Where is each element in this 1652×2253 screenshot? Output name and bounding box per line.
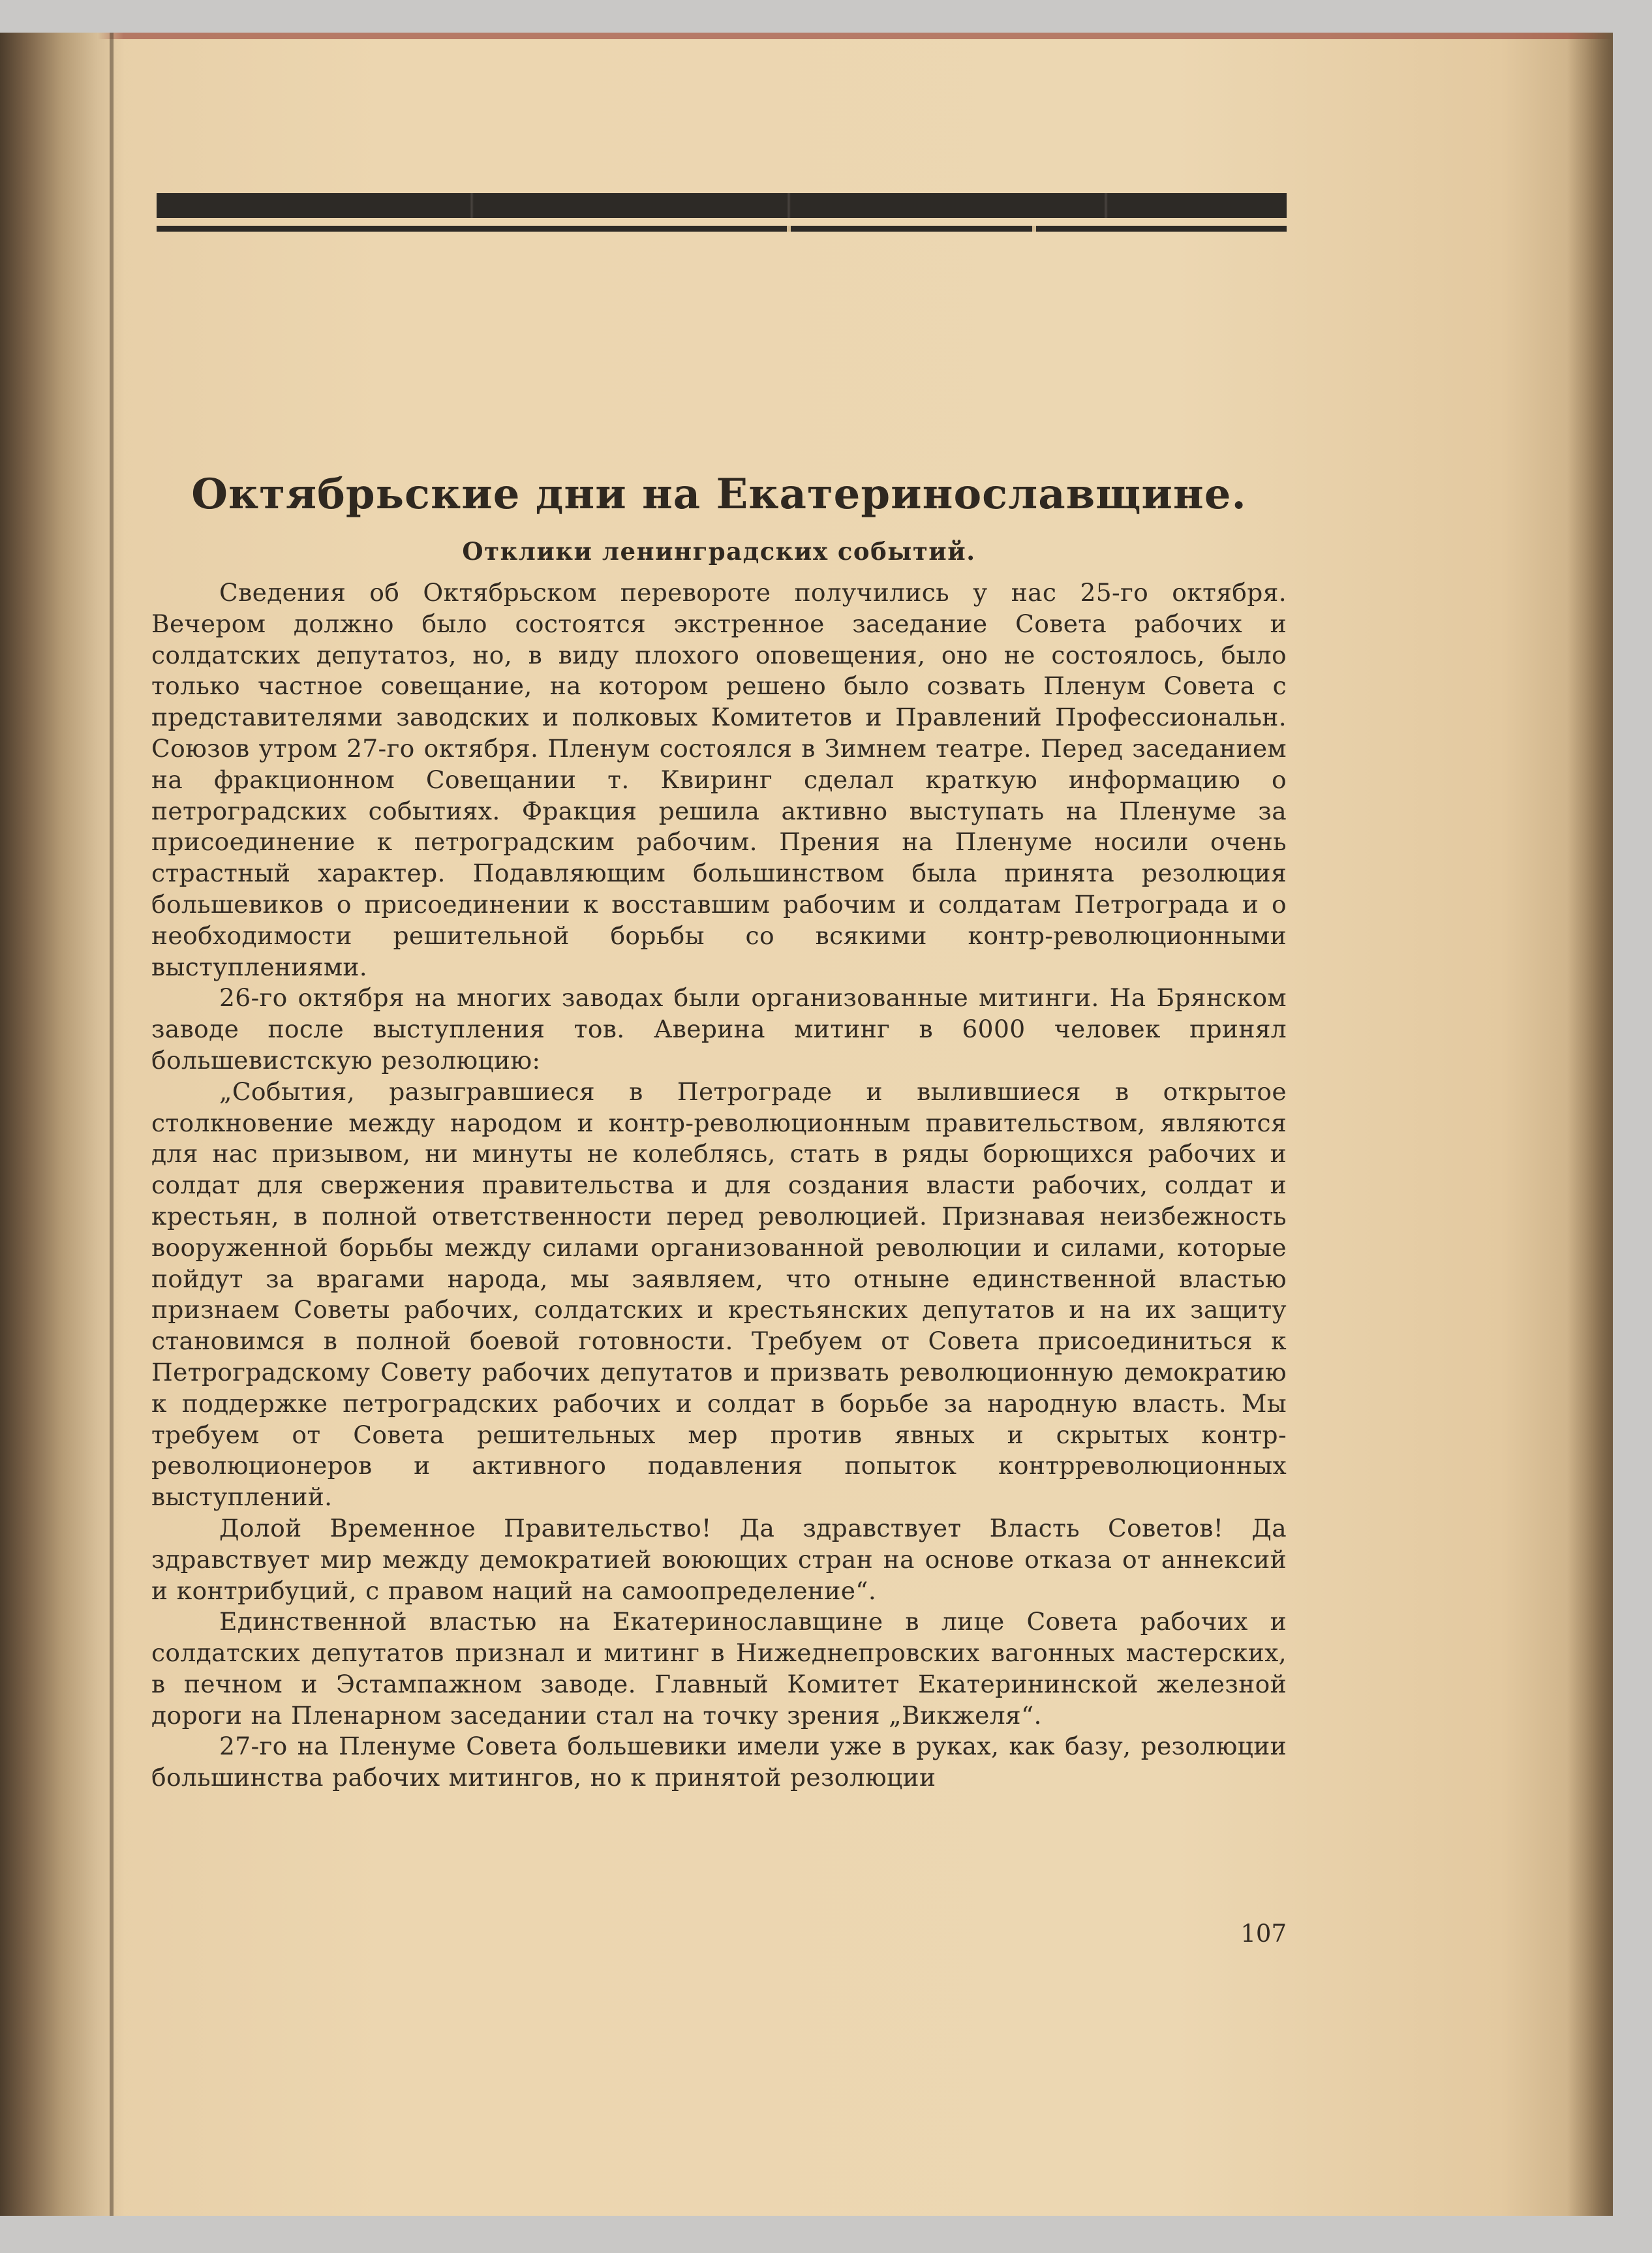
article	[151, 470, 1287, 1794]
paragraph: Единственной властью на Екатеринославщине в лице Совета рабочих и солдатских депутатов признал и митинг в Нижеднепровских вагонных мастерских, в печном и Эстампажном заводе. Главный Комитет Екатерининской железной дороги на Пленарном заседании стал на точку зрения „Викжеля“.	[151, 1607, 1287, 1730]
paragraph: 26-го октября на многих заводах были организованные митинги. На Брянском заводе после выступления тов. Аверина митинг в 6000 человек принял большевистскую резолюцию:	[151, 983, 1287, 1075]
article-subtitle: Отклики ленинградских событий.	[462, 537, 976, 566]
paragraph: Долой Временное Правительство! Да здравствует Власть Советов! Да здравствует мир между демократией воюющих стран на основе отказа от аннексий и контрибуций, с правом наций на самоопределение“.	[151, 1513, 1287, 1605]
page-top-edge	[0, 33, 1613, 39]
header-rule-thick	[157, 193, 1287, 218]
article-title: Октябрьские дни на Екатеринославщине.	[191, 470, 1247, 519]
header-rule-thin	[157, 226, 1287, 232]
paragraph: „События, разыгравшиеся в Петрограде и вылившиеся в открытое столкновение между народом и контр-революционным правительством, являются для нас призывом, ни минуты не колеблясь, стать в ряды борющихся рабочих и солдат для свержения правительства и для создания власти рабочих, солдат и крестьян, в полной ответственности перед революцией. Признавая неизбежность вооруженной борьбы между силами организованной революции и силами, которые пойдут за врагами народа, мы заявляем, что отныне единственной властью признаем Советы рабочих, солдатских и крестьянских депутатов и на их защиту становимся в полной боевой готовности. Требуем от Совета присоединиться к Петроградскому Совету рабочих депутатов и призвать революционную демократию к поддержке петроградских рабочих и солдат в борьбе за народную власть. Мы требуем от Совета решительных мер против явных и скрытых контр-революционеров и активного подавления попыток контрреволюционных выступлений.	[151, 1077, 1287, 1512]
page-right-edge	[1567, 33, 1613, 2216]
page-number: 107	[1240, 1920, 1287, 1948]
paragraph: 27-го на Пленуме Совета большевики имели уже в руках, как базу, резолюции большинства рабочих митингов, но к принятой резолюции	[151, 1732, 1287, 1792]
book-gutter-line	[110, 33, 114, 2216]
paragraph: Сведения об Октябрьском перевороте получились у нас 25-го октября. Вечером должно было состоятся экстренное заседание Совета рабочих и солдатских депутатоз, но, в виду плохого оповещения, оно не состоялось, было только частное совещание, на котором решено было созвать Пленум Совета с представителями заводских и полковых Комитетов и Правлений Профессиональн. Союзов утром 27-го октября. Пленум состоялся в Зимнем театре. Перед заседанием на фракционном Совещании т. Квиринг сделал краткую информацию о петроградских событиях. Фракция решила активно выступать на Пленуме за присоединение к петроградским рабочим. Прения на Пленуме носили очень страстный характер. Подавляющим большинством была принята резолюция большевиков о присоединении к восставшим рабочим и солдатам Петрограда и о необходимости решительной борьбы со всякими контр-революционными выступлениями.	[151, 578, 1287, 981]
header-rule	[157, 193, 1287, 232]
book-spine-shadow	[0, 33, 124, 2216]
